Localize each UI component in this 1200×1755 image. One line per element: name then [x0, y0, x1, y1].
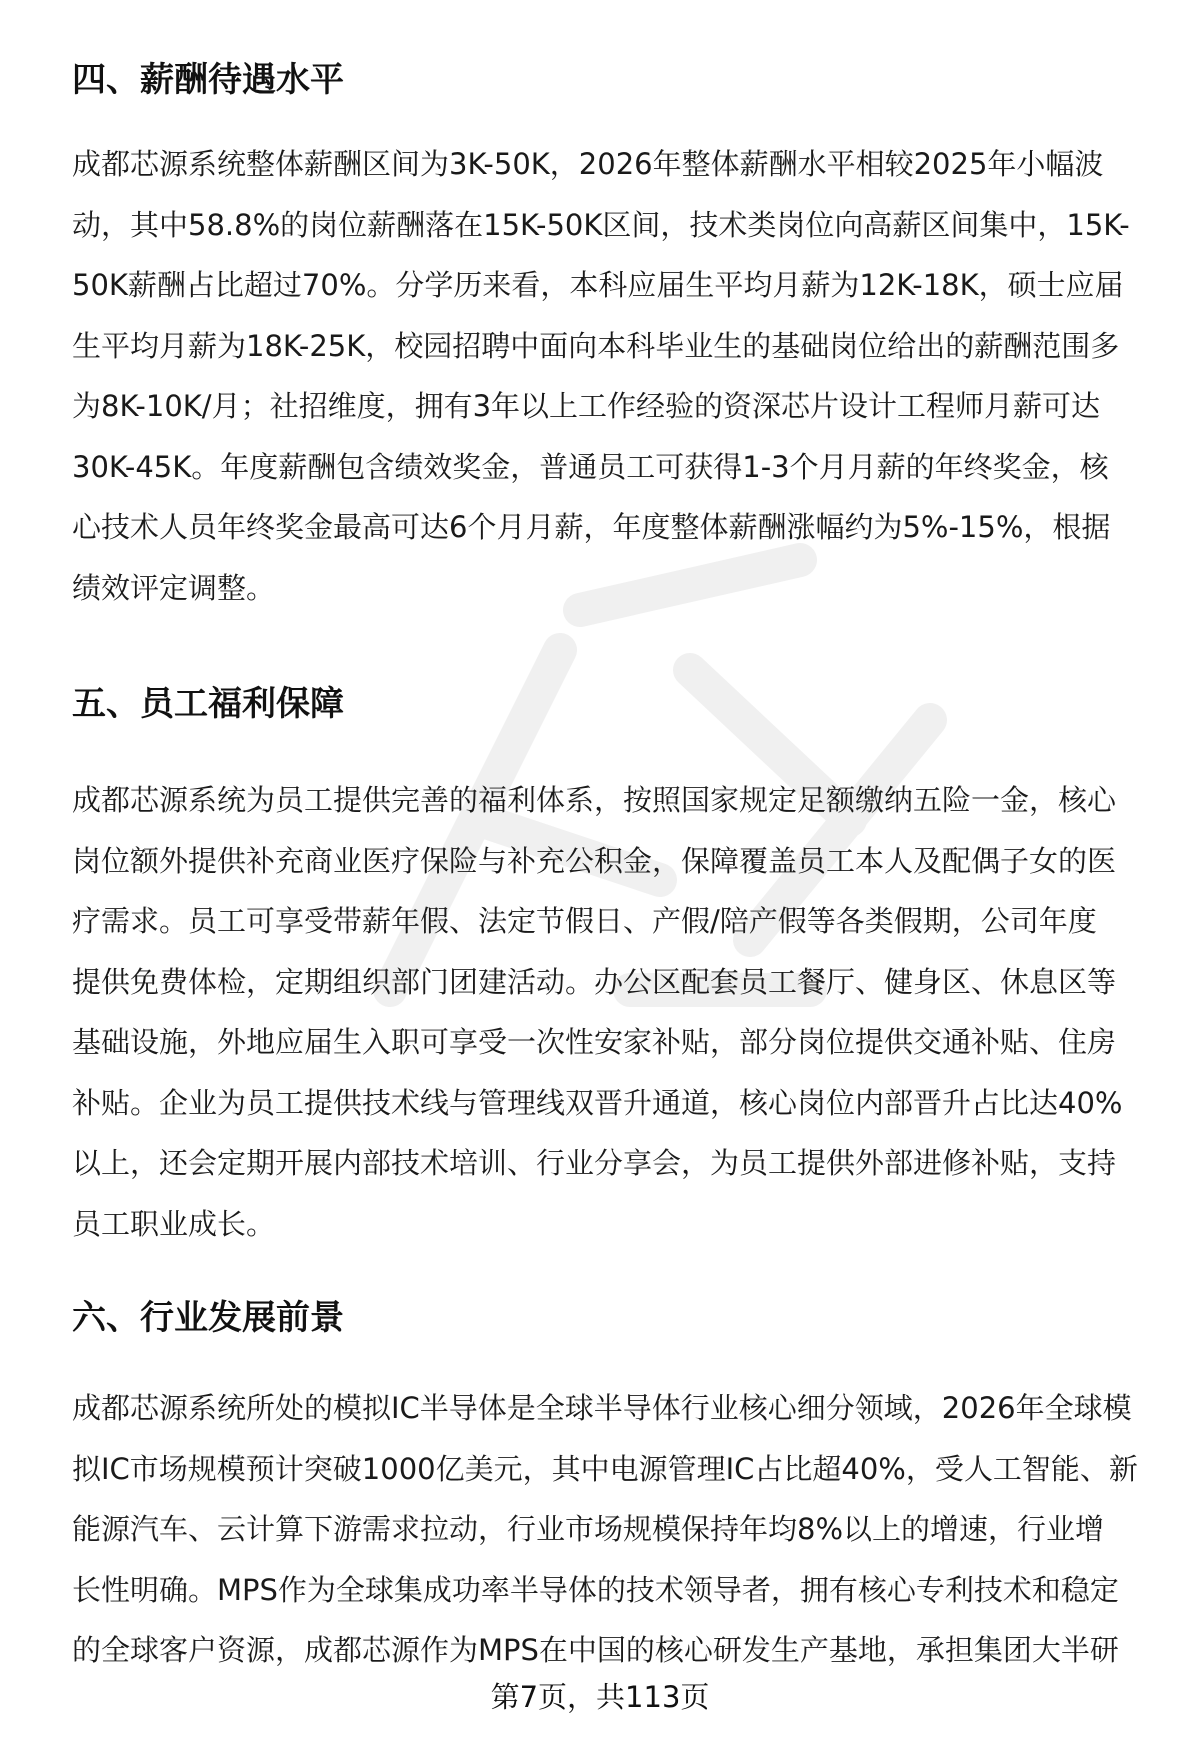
text-line: 动，其中58.8%的岗位薪酬落在15K-50K区间，技术类岗位向高薪区间集中，15K-	[72, 207, 1130, 242]
section-title-salary: 四、薪酬待遇水平	[72, 60, 344, 100]
text-line: 提供免费体检，定期组织部门团建活动。办公区配套员工餐厅、健身区、休息区等	[72, 964, 1117, 999]
text-line: 绩效评定调整。	[72, 570, 276, 605]
text-line: 心技术人员年终奖金最高可达6个月月薪，年度整体薪酬涨幅约为5%-15%，根据	[72, 510, 1111, 544]
text-line: 基础设施，外地应届生入职可享受一次性安家补贴，部分岗位提供交通补贴、住房	[72, 1025, 1117, 1059]
text-line: 能源汽车、云计算下游需求拉动，行业市场规模保持年均8%以上的增速，行业增	[72, 1512, 1105, 1546]
text-line: 以上，还会定期开展内部技术培训、行业分享会，为员工提供外部进修补贴，支持	[72, 1146, 1117, 1180]
text-line: 补贴。企业为员工提供技术线与管理线双晋升通道，核心岗位内部晋升占比达40%	[72, 1085, 1123, 1120]
text-line: 为8K-10K/月；社招维度，拥有3年以上工作经验的资深芯片设计工程师月薪可达	[72, 389, 1101, 423]
paragraph-salary	[72, 134, 1162, 618]
text-line: 成都芯源系统所处的模拟IC半导体是全球半导体行业核心细分领域，2026年全球模	[72, 1391, 1132, 1425]
paragraph-benefits	[72, 770, 1162, 1254]
paragraph-outlook	[72, 1378, 1162, 1681]
section-title-benefits: 五、员工福利保障	[72, 684, 344, 724]
text-line: 员工职业成长。	[72, 1206, 276, 1241]
text-line: 50K薪酬占比超过70%。分学历来看，本科应届生平均月薪为12K-18K，硕士应届	[72, 268, 1124, 302]
text-line: 疗需求。员工可享受带薪年假、法定节假日、产假/陪产假等各类假期，公司年度	[72, 904, 1097, 938]
text-line: 生平均月薪为18K-25K，校园招聘中面向本科毕业生的基础岗位给出的薪酬范围多	[72, 328, 1120, 363]
text-line: 30K-45K。年度薪酬包含绩效奖金，普通员工可获得1-3个月月薪的年终奖金，核	[72, 449, 1109, 484]
text-line: 拟IC市场规模预计突破1000亿美元，其中电源管理IC占比超40%，受人工智能、新	[72, 1451, 1138, 1486]
text-line: 成都芯源系统为员工提供完善的福利体系，按照国家规定足额缴纳五险一金，核心	[72, 783, 1117, 817]
page-number: 第7页，共113页	[490, 1680, 710, 1714]
text-line: 的全球客户资源，成都芯源作为MPS在中国的核心研发生产基地，承担集团大半研	[72, 1633, 1119, 1667]
text-line: 成都芯源系统整体薪酬区间为3K-50K，2026年整体薪酬水平相较2025年小幅波	[72, 147, 1104, 181]
section-title-outlook: 六、行业发展前景	[72, 1298, 344, 1338]
text-line: 岗位额外提供补充商业医疗保险与补充公积金，保障覆盖员工本人及配偶子女的医	[72, 843, 1117, 878]
text-line: 长性明确。MPS作为全球集成功率半导体的技术领导者，拥有核心专利技术和稳定	[72, 1572, 1119, 1607]
